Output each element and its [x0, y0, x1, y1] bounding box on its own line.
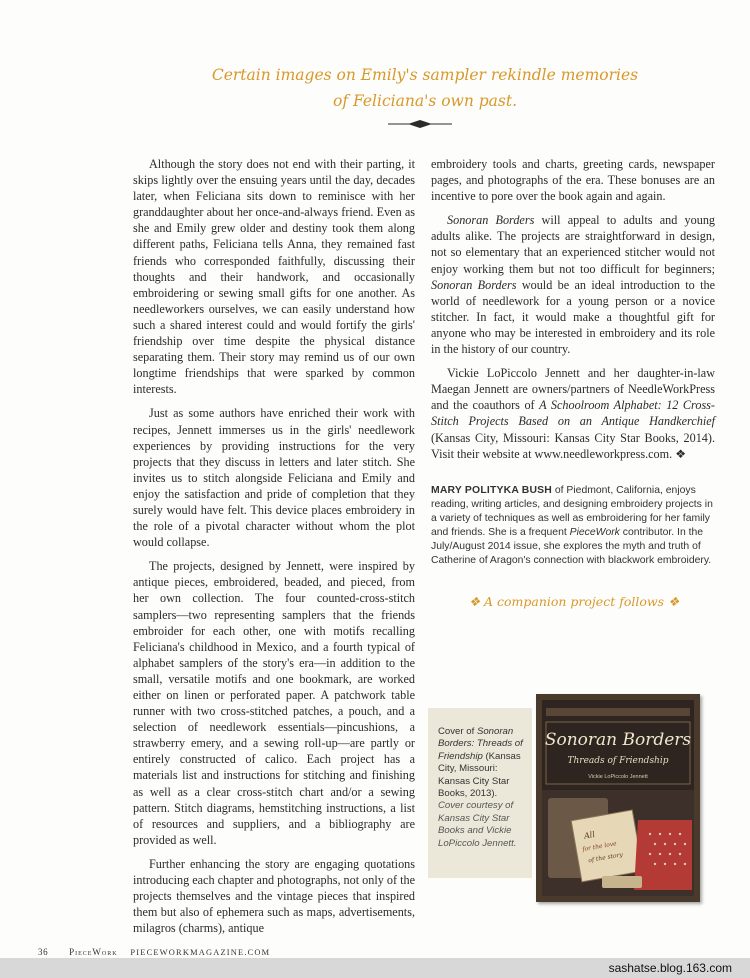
paragraph-text: Vickie LoPiccolo Jennett and her daughter-in-law Maegan Jennett are owners/partners of NeedleWorkPress and the coauthors of	[431, 366, 715, 413]
book-cover-subtitle: Threads of Friendship	[567, 756, 669, 766]
svg-text:All: All	[583, 829, 596, 841]
book-cover-inner	[542, 700, 694, 896]
pull-quote	[190, 62, 660, 114]
article-paragraph: The projects, designed by Jennett, were inspired by antique pieces, embroidered, beaded, and pieced, from her own collection. The four counted-cross-stitch samplers—two representing samplers that the friends embroider for each other, one with motifs recalling Feliciana's childhood in Mexico, and a fourth typical of alphabet samplers of the story's era—in addition to the small, versatile motifs and one bookmark, are worked either on linen or perforated paper. A patchwork table runner with two cross-stitched patches, a pouch, and a selection of needlework essentials—pincushions, a strawberry emery, and a sewing roll-up—are partly or entirely constructed of calico. Each project has a materials list and instructions for stitching and finishing as well as a clear cross-stitch chart and/or a sewing pattern. Stitch diagrams, hemstitching instructions, a list of resources and suppliers, and a bibliography are provided as well.	[133, 559, 415, 847]
companion-project-note: ❖ A companion project follows ❖	[468, 594, 680, 609]
end-mark-icon: ❖	[675, 446, 687, 461]
article-paragraph: embroidery tools and charts, greeting cards, newspaper pages, and photographs of the era. These bonuses are an incentive to pore over the book again and again.	[431, 157, 715, 204]
author-name: MARY POLITYKA BUSH	[431, 485, 552, 496]
article-paragraph	[431, 212, 715, 357]
article-column-left	[133, 156, 415, 944]
article-column-right	[431, 156, 715, 470]
book-cover-image	[536, 694, 700, 902]
paragraph-text: would be an ideal introduction to the world of needlework for a young person or a novice stitcher. In fact, it would make a thoughtful gift for anyone who may be interested in embroidery and its role in the history of our country.	[431, 277, 715, 357]
book-cover-art-icon	[542, 790, 694, 896]
page-number: 36	[38, 947, 49, 957]
svg-text:of the story: of the story	[587, 851, 624, 865]
article-paragraph: Although the story does not end with their parting, it skips lightly over the ensuing years until the day, decades later, when Feliciana sits down to reminisce with her granddaughter about her once-and-always friend. Even as she and Emily grew older and destiny took them along different paths, Feliciana tells Anna, they remained fast friends who corresponded faithfully, discussing their thoughts and their handwork, and occasionally embroidering or sewing small gifts for one another. As needleworkers ourselves, we can easily understand how such a shared interest could and would fortify the girls' friendship over time despite the physical distance separating them. Their story may remind us of our own longtime friendships that were sparked by common interests.	[133, 157, 415, 397]
caption-lead: Cover of	[438, 726, 477, 737]
magazine-name: PieceWork	[569, 527, 620, 538]
book-cover-author: Vickie LoPiccolo Jennett	[588, 774, 648, 780]
article-paragraph: Just as some authors have enriched their work with recipes, Jennett immerses us in the girls' needlework experiences by providing instructions for the very projects that they discuss in letters and later stitch. She invites us to stitch alongside Feliciana and Emily and enjoy the satisfaction and pride of completion that they surely would have felt. This device places embroidery in the role of a pivotal character without whom the plot would collapse.	[133, 406, 415, 550]
book-title-ref: A Schoolroom Alphabet: 12 Cross-Stitch Projects Based on an Antique Handkerchief	[431, 398, 715, 429]
magazine-brand: PieceWork	[69, 947, 118, 957]
magazine-website: PIECEWORKMAGAZINE.COM	[130, 948, 271, 957]
watermark-bar	[0, 958, 750, 978]
bio-text: of Piedmont, California, enjoys reading, writing articles, and designing embroidery projects in a variety of techniques as well as embroidering for her family and friends. She is a frequent	[431, 485, 713, 538]
caption-credit: Cover courtesy of Kansas City Star Books and Vickie LoPiccolo Jennett.	[438, 800, 517, 849]
author-bio	[431, 484, 717, 568]
ornament-divider-icon	[388, 119, 452, 129]
paragraph-text: (Kansas City, Missouri: Kansas City Star Books, 2014). Visit their website at www.needleworkpress.com.	[431, 430, 715, 461]
watermark-text: sashatse.blog.163.com	[608, 961, 732, 975]
bio-text: contributor. In the July/August 2014 issue, she explores the myth and truth of Catherine of Aragon's connection with blackwork embroidery.	[431, 527, 712, 566]
book-title-ref: Sonoran Borders	[447, 213, 535, 228]
book-cover-title: Sonoran Borders	[544, 730, 692, 750]
caption-details: (Kansas City, Missouri: Kansas City Star Books, 2013).	[438, 750, 521, 800]
image-caption	[428, 708, 532, 878]
article-paragraph	[431, 365, 715, 462]
caption-book-title: Sonoran Borders: Threads of Friendship	[438, 726, 523, 762]
article-paragraph: Further enhancing the story are engaging quotations introducing each chapter and photographs, not only of the projects themselves and the vintage pieces that inspired them but also of ephemera such as maps, advertisements, milagros (charms), antique	[133, 856, 415, 936]
page-footer	[38, 947, 270, 957]
paragraph-text: will appeal to adults and young adults alike. The projects are straightforward in design, not so elementary that an experienced stitcher would not enjoy working them but not too difficult for beginners;	[431, 213, 716, 276]
pull-quote-line-1: Certain images on Emily's sampler rekindle memories	[211, 66, 639, 84]
pull-quote-line-2: of Feliciana's own past.	[332, 92, 518, 110]
svg-text:for the love: for the love	[581, 840, 618, 854]
book-title-ref: Sonoran Borders	[431, 277, 517, 292]
